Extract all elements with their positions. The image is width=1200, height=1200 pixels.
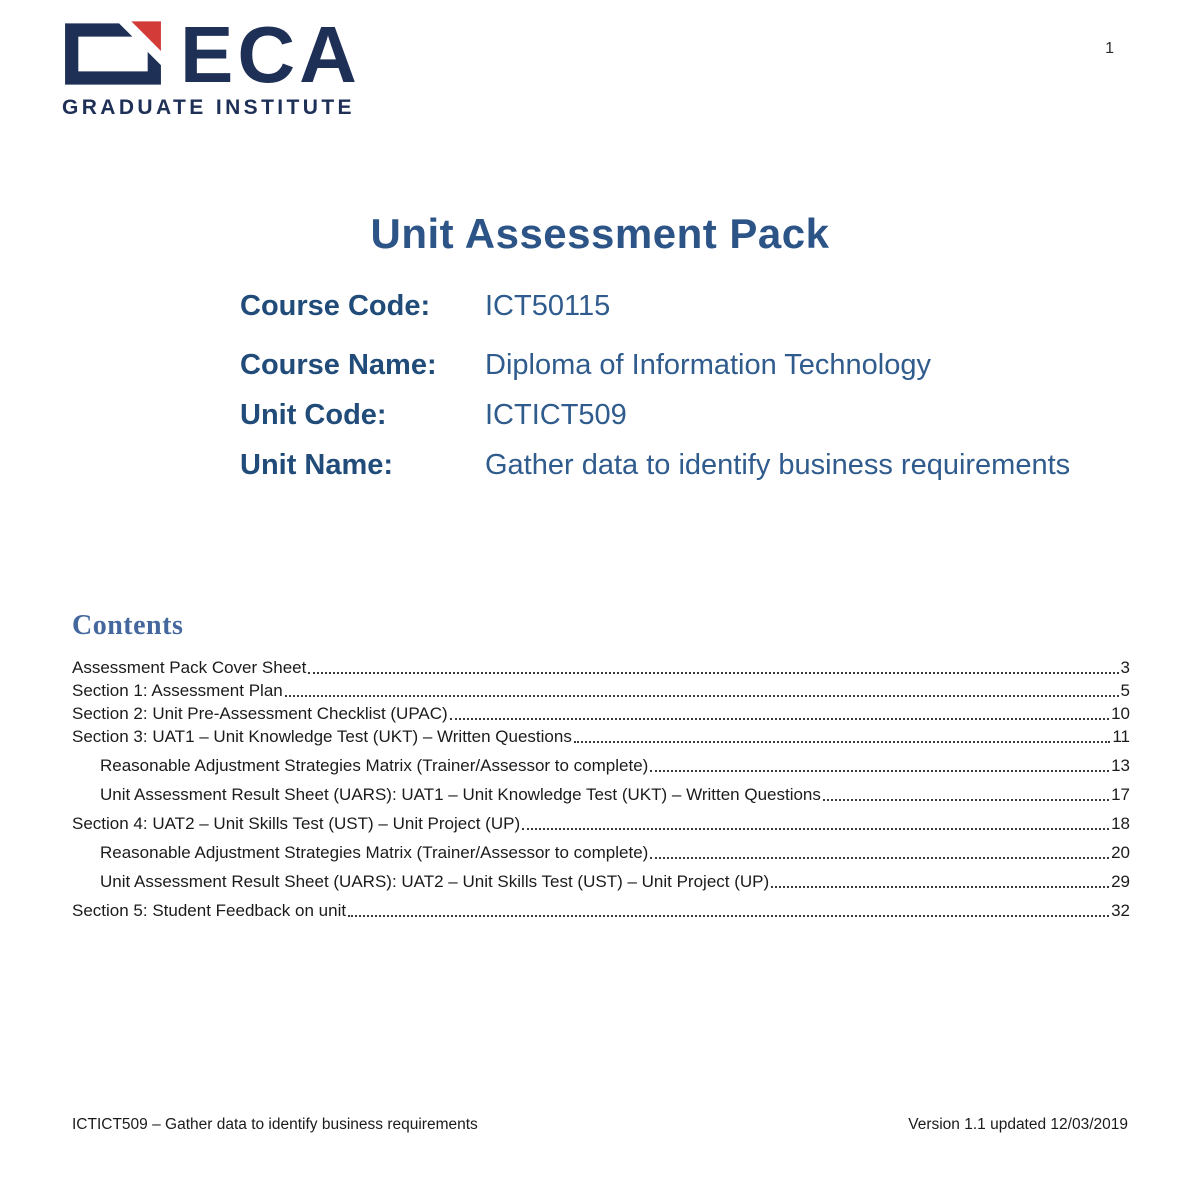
unit-name-row [240,447,1140,483]
dot-leader [771,886,1109,888]
table-of-contents [72,655,1130,921]
toc-entry-page: 29 [1111,872,1130,891]
dot-leader [308,672,1118,674]
unit-code-row [240,397,1140,433]
toc-entry-page: 18 [1111,814,1130,833]
toc-entry-section-5[interactable] [72,898,1130,921]
dot-leader [823,799,1109,801]
eca-logo-icon [62,20,164,88]
toc-entry-page: 20 [1111,843,1130,862]
unit-code-value: ICTICT509 [485,399,627,431]
footer-right-text: Version 1.1 updated 12/03/2019 [908,1116,1128,1133]
toc-entry-label: Section 4: UAT2 – Unit Skills Test (UST) – Unit Project (UP) [72,814,521,833]
toc-entry-section-3[interactable] [72,724,1130,747]
document-title: Unit Assessment Pack [370,210,830,257]
toc-entry-label: Section 1: Assessment Plan [72,681,283,700]
dot-leader [650,770,1109,772]
toc-entry-page: 10 [1111,704,1130,723]
course-name-row [240,347,1140,383]
toc-entry-label: Section 3: UAT1 – Unit Knowledge Test (UKT) – Written Questions [72,727,572,746]
dot-leader [348,915,1109,917]
footer-left-text: ICTICT509 – Gather data to identify business requirements [72,1116,478,1133]
toc-entry-page: 3 [1120,658,1130,677]
dot-leader [574,741,1111,743]
unit-name-value: Gather data to identify business requirements [485,449,1071,481]
contents-heading: Contents [72,610,184,641]
toc-entry-section-1[interactable] [72,678,1130,701]
course-code-label: Course Code: [240,290,431,322]
toc-entry-label: Unit Assessment Result Sheet (UARS): UAT2 – Unit Skills Test (UST) – Unit Project (UP) [100,872,770,891]
dot-leader [650,857,1109,859]
page-number: 1 [1105,40,1114,57]
course-code-value: ICT50115 [485,290,611,322]
toc-entry-page: 32 [1111,901,1130,920]
eca-logo [62,10,361,120]
dot-leader [450,718,1109,720]
course-code-row [240,288,1140,324]
unit-name-label: Unit Name: [240,449,394,481]
contents-section [72,610,1130,921]
dot-leader [285,695,1119,697]
toc-entry-label: Section 5: Student Feedback on unit [72,901,347,920]
logo-acronym: ECA [180,10,361,99]
toc-entry-page: 17 [1111,785,1130,804]
toc-entry-reasonable-adjustment-ust[interactable] [72,840,1130,863]
toc-entry-page: 13 [1111,756,1130,775]
logo-subtitle: GRADUATE INSTITUTE [62,96,355,119]
dot-leader [522,828,1109,830]
toc-entry-uars-uat2[interactable] [72,869,1130,892]
unit-code-label: Unit Code: [240,399,387,431]
toc-entry-label: Reasonable Adjustment Strategies Matrix (Trainer/Assessor to complete) [100,756,649,775]
toc-entry-reasonable-adjustment-ukt[interactable] [72,753,1130,776]
toc-entry-label: Section 2: Unit Pre-Assessment Checklist (UPAC) [72,704,448,723]
course-name-label: Course Name: [240,349,437,381]
toc-entry-label: Assessment Pack Cover Sheet [72,658,307,677]
toc-entry-page: 5 [1120,681,1130,700]
course-info-block [240,288,1140,497]
toc-entry-section-4[interactable] [72,811,1130,834]
toc-entry-cover-sheet[interactable] [72,655,1130,678]
document-footer [72,1116,1128,1134]
course-name-value: Diploma of Information Technology [485,349,931,381]
toc-entry-label: Reasonable Adjustment Strategies Matrix (Trainer/Assessor to complete) [100,843,649,862]
toc-entry-label: Unit Assessment Result Sheet (UARS): UAT1 – Unit Knowledge Test (UKT) – Written Questions [100,785,821,804]
toc-entry-uars-uat1[interactable] [72,782,1130,805]
toc-entry-section-2[interactable] [72,701,1130,724]
toc-entry-page: 11 [1112,727,1130,746]
